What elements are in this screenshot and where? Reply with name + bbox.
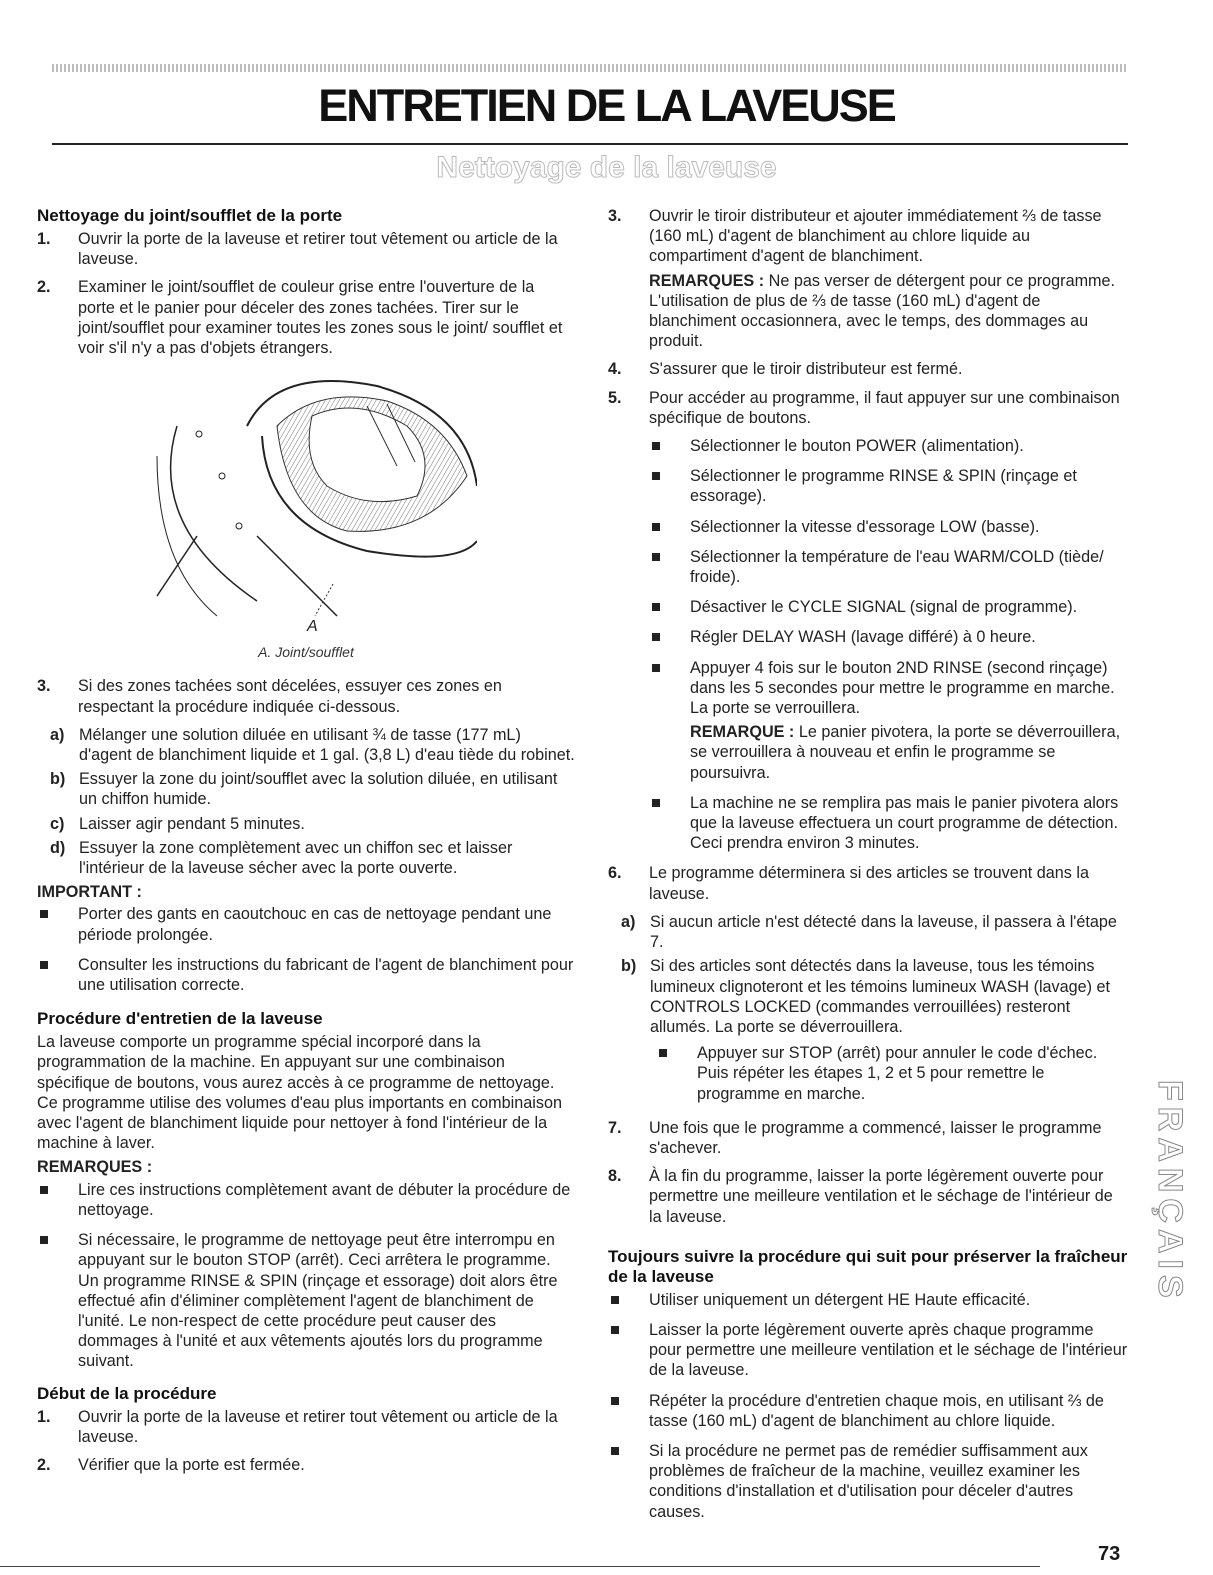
note-label: REMARQUES : xyxy=(649,271,765,290)
start-heading: Début de la procédure xyxy=(37,1383,217,1403)
bullet-item xyxy=(37,1180,575,1220)
step-text: Vérifier que la porte est fermée. xyxy=(78,1455,305,1474)
bullet-text: Désactiver le CYCLE SIGNAL (signal de programme). xyxy=(690,598,1078,617)
step-text: Ouvrir la porte de la laveuse et retirer tout vêtement ou article de la laveuse. xyxy=(78,230,558,269)
list-item xyxy=(608,1118,1128,1158)
bullet-item xyxy=(649,517,1128,537)
sub-step-text: Laisser agir pendant 5 minutes. xyxy=(79,814,305,833)
procedure-heading: Procédure d'entretien de la laveuse xyxy=(37,1009,323,1029)
step-number: 2. xyxy=(37,278,51,297)
sub-step xyxy=(37,769,575,809)
step-number: 7. xyxy=(608,1118,622,1137)
step-text: Ouvrir la porte de la laveuse et retirer tout vêtement ou article de la laveuse. xyxy=(78,1407,558,1446)
bullet-text: Appuyer sur STOP (arrêt) pour annuler le code d'échec. Puis répéter les étapes 1, 2 et 5 pour remettre le programme en marche. xyxy=(697,1044,1098,1103)
bullet-item xyxy=(608,1320,1128,1381)
bullet-item xyxy=(649,793,1128,854)
step-text: Pour accéder au programme, il faut appuyer sur une combinaison spécifique de boutons. xyxy=(649,388,1120,427)
step-text: Ouvrir le tiroir distributeur et ajouter immédiatement ⅔ de tasse (160 mL) d'agent de blanchiment au chlore liquide au compartiment d'agent de blanchiment. xyxy=(649,207,1102,266)
bullet-text: Sélectionner le programme RINSE & SPIN (rinçage et essorage). xyxy=(690,467,1077,506)
door-seal-heading: Nettoyage du joint/soufflet de la porte xyxy=(37,206,343,225)
sub-step-letter: a) xyxy=(50,725,65,744)
step-number: 6. xyxy=(608,864,622,883)
remarks-label: REMARQUES : xyxy=(37,1158,153,1177)
bullet-item xyxy=(649,466,1128,506)
step-number: 8. xyxy=(608,1167,622,1186)
step-number: 4. xyxy=(608,360,622,379)
list-item xyxy=(608,359,1128,379)
sub-step-letter: b) xyxy=(50,770,66,789)
bullet-text: Si la procédure ne permet pas de remédier suffisamment aux problèmes de fraîcheur de la machine, veuillez examiner les conditions d'installation et d'utilisation pour déceler d'autres causes. xyxy=(649,1441,1088,1521)
step-text: Une fois que le programme a commencé, laisser le programme s'achever. xyxy=(649,1118,1102,1157)
step-number: 2. xyxy=(37,1455,51,1474)
bullet-text: Laisser la porte légèrement ouverte après chaque programme pour permettre une meilleure ventilation et le séchage de l'intérieur de la laveuse. xyxy=(649,1320,1128,1380)
bullet-text: Consulter les instructions du fabricant de l'agent de blanchiment pour une utilisation correcte. xyxy=(78,955,574,995)
list-item xyxy=(37,1455,575,1475)
step-text: À la fin du programme, laisser la porte légèrement ouverte pour permettre une meilleure ventilation et le séchage de l'intérieur de la laveuse. xyxy=(649,1167,1113,1226)
bullet-item xyxy=(649,436,1128,456)
sub-step-letter: b) xyxy=(621,957,637,976)
freshness-heading: Toujours suivre la procédure qui suit pour préserver la fraîcheur de la laveuse xyxy=(608,1246,1128,1286)
bullet-text: Porter des gants en caoutchouc en cas de nettoyage pendant une période prolongée. xyxy=(78,905,552,944)
bullet-item xyxy=(608,1441,1128,1522)
sub-step-letter: c) xyxy=(50,814,65,833)
washer-door-seal-drawing xyxy=(137,366,477,636)
step-number: 3. xyxy=(37,677,51,696)
sub-step-text: Essuyer la zone du joint/soufflet avec la solution diluée, en utilisant un chiffon humide. xyxy=(79,770,558,809)
important-label: IMPORTANT : xyxy=(37,883,142,902)
bottom-rule xyxy=(0,1566,1040,1567)
sub-step-text: Si des articles sont détectés dans la laveuse, tous les témoins lumineux clignoteront et les témoins lumineux WASH (lavage) et CONTROLS LOCKED (commandes verrouillées) resteront allumés. La porte se déverrouillera. xyxy=(650,957,1111,1036)
bullet-item xyxy=(608,1391,1128,1431)
bullet-item xyxy=(649,627,1128,647)
step-number: 1. xyxy=(37,1407,51,1426)
sub-step-text: Si aucun article n'est détecté dans la laveuse, il passera à l'étape 7. xyxy=(650,912,1117,952)
step-number: 5. xyxy=(608,388,622,407)
left-column xyxy=(37,206,575,1483)
sub-step xyxy=(608,912,1128,952)
bullet-item xyxy=(608,1290,1128,1310)
page-number: 73 xyxy=(1098,1543,1121,1565)
sub-step xyxy=(608,956,1128,1037)
step-text: S'assurer que le tiroir distributeur est fermé. xyxy=(649,360,963,379)
bullet-text: Sélectionner le bouton POWER (alimentation). xyxy=(690,437,1024,456)
list-item xyxy=(37,277,575,358)
step-note xyxy=(649,271,1128,352)
list-item xyxy=(608,1166,1128,1227)
top-dotted-rule xyxy=(52,64,1128,72)
bullet-item xyxy=(37,1230,575,1371)
bullet-item xyxy=(656,1043,1128,1104)
step-text: Si des zones tachées sont décelées, essuyer ces zones en respectant la procédure indiquée ci-dessous. xyxy=(78,677,502,716)
sub-step xyxy=(37,814,575,834)
step-number: 1. xyxy=(37,230,51,248)
bullet-text: Utiliser uniquement un détergent HE Haute efficacité. xyxy=(649,1290,1031,1309)
bullet-text: Lire ces instructions complètement avant de débuter la procédure de nettoyage. xyxy=(78,1180,571,1219)
figure-callout-a: A xyxy=(307,618,318,636)
bullet-text: Sélectionner la vitesse d'essorage LOW (basse). xyxy=(690,517,1040,536)
right-column xyxy=(608,206,1128,1532)
list-item xyxy=(37,1407,575,1447)
sub-step-text: Essuyer la zone complètement avec un chiffon sec et laisser l'intérieur de la laveuse sécher avec la porte ouverte. xyxy=(79,838,513,878)
note-text: Ne pas verser de détergent pour ce programme. L'utilisation de plus de ⅔ de tasse (160 mL) d'agent de blanchiment occasionnera, avec le temps, des dommages au produit. xyxy=(649,271,1116,351)
sub-step xyxy=(37,725,575,765)
list-item xyxy=(608,206,1128,351)
sub-step xyxy=(37,838,575,878)
list-item xyxy=(608,863,1128,903)
bullet-text: Si nécessaire, le programme de nettoyage peut être interrompu en appuyant sur le bouton STOP (arrêt). Ceci arrêtera le programme. Un programme RINSE & SPIN (rinçage et essorage) doit alors être effectué afin d'éliminer complètement l'agent de blanchiment de l'unité. Le non-respect de cette procédure peut causer des dommages à l'unité et aux vêtements ajoutés lors du programme suivant. xyxy=(78,1231,558,1371)
step-text: Le programme déterminera si des articles se trouvent dans la laveuse. xyxy=(649,864,1089,903)
step-number: 3. xyxy=(608,207,622,225)
page-title: ENTRETIEN DE LA LAVEUSE xyxy=(318,80,895,131)
sub-step-letter: a) xyxy=(621,912,636,931)
list-item xyxy=(37,229,575,269)
figure-caption: A. Joint/soufflet xyxy=(258,644,354,661)
bullet-text: Régler DELAY WASH (lavage différé) à 0 heure. xyxy=(690,628,1036,647)
side-tab-text: FRANÇAIS xyxy=(1151,1080,1189,1304)
step-text: Examiner le joint/soufflet de couleur grise entre l'ouverture de la porte et le panier pour déceler des zones tachées. Tirer sur le joint/soufflet pour examiner toutes les zones sous le joint/ soufflet et voir s'il n'y a pas d'objets étrangers. xyxy=(78,278,563,358)
title-rule xyxy=(52,143,1128,145)
bullet-text: Répéter la procédure d'entretien chaque mois, en utilisant ⅔ de tasse (160 mL) d'agent de blanchiment au chlore liquide. xyxy=(649,1391,1104,1430)
note-text: Le panier pivotera, la porte se déverrouillera, se verrouillera à nouveau et enfin le programme se poursuivra. xyxy=(690,723,1121,782)
bullet-text: La machine ne se remplira pas mais le panier pivotera alors que la laveuse effectuera un court programme de détection. Ceci prendra environ 3 minutes. xyxy=(690,793,1119,853)
list-item xyxy=(608,388,1128,854)
section-title: Nettoyage de la laveuse xyxy=(436,151,777,184)
bullet-item xyxy=(37,955,575,995)
language-side-tab xyxy=(1148,1080,1192,1350)
note-label: REMARQUE : xyxy=(690,723,795,742)
bullet-item xyxy=(649,597,1128,617)
bullet-text: Appuyer 4 fois sur le bouton 2ND RINSE (second rinçage) dans les 5 secondes pour mettre le programme en marche. La porte se verrouillera. xyxy=(690,658,1115,718)
list-item xyxy=(37,676,575,716)
step-note xyxy=(690,722,1128,783)
bullet-item xyxy=(649,658,1128,783)
bullet-text: Sélectionner la température de l'eau WARM/COLD (tiède/ froide). xyxy=(690,547,1104,587)
bullet-item xyxy=(37,904,575,944)
bullet-item xyxy=(649,547,1128,587)
sub-step-text: Mélanger une solution diluée en utilisant ¾ de tasse (177 mL) d'agent de blanchiment liquide et 1 gal. (3,8 L) d'eau tiède du robinet. xyxy=(79,725,575,765)
door-seal-illustration xyxy=(37,366,575,636)
procedure-intro: La laveuse comporte un programme spécial incorporé dans la programmation de la machine. En appuyant sur une combinaison spécifique de boutons, vous aurez accès à ce programme de nettoyage. Ce programme utilise des volumes d'eau plus importants en combinaison avec l'agent de blanchiment liquide pour nettoyer à fond l'intérieur de la machine à laver. xyxy=(37,1033,562,1153)
sub-step-letter: d) xyxy=(50,838,66,857)
